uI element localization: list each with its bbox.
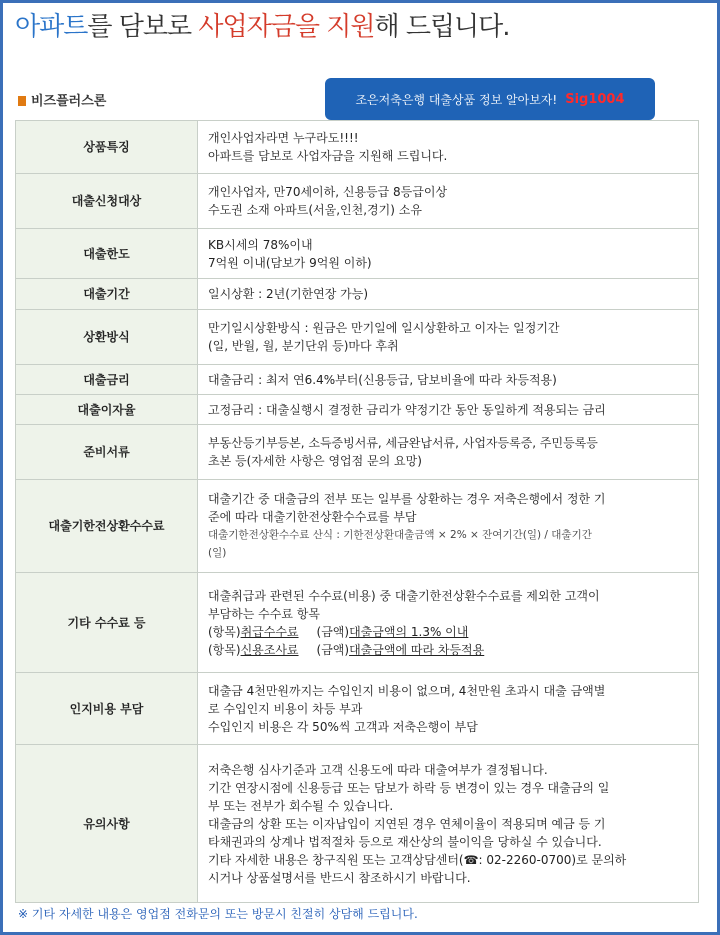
value-line: 7억원 이내(담보가 9억원 이하) bbox=[208, 255, 372, 270]
value-line: (일, 반월, 월, 분기단위 등)마다 후취 bbox=[208, 339, 399, 353]
value-line: 대출금 4천만원까지는 수입인지 비용이 없으며, 4천만원 초과시 대출 금액별 bbox=[208, 683, 606, 698]
headline-part1: 아파트 bbox=[15, 12, 88, 42]
fee-item: 취급수수료 bbox=[240, 624, 299, 639]
bullet-square-icon bbox=[18, 96, 26, 106]
value-line-small: (일) bbox=[208, 547, 227, 559]
row-label: 대출신청대상 bbox=[16, 174, 198, 229]
value-line: 기타 자세한 내용은 창구직원 또는 고객상담센터(☎: 02-2260-0700)로 문의하 bbox=[208, 852, 627, 867]
value-line: 대출금리 : 최저 연6.4%부터(신용등급, 담보비율에 따라 차등적용) bbox=[208, 372, 557, 387]
headline-part3: 사업자금을 지원 bbox=[198, 12, 375, 42]
value-line: 준에 따라 대출기한전상환수수료를 부담 bbox=[208, 510, 417, 524]
row-value bbox=[198, 310, 699, 365]
value-line-small: 대출기한전상환수수료 산식 : 기한전상환대출금액 × 2% × 잔여기간(일) / 대출기간 bbox=[208, 529, 592, 541]
value-line: 초본 등(자세한 사항은 영업점 문의 요망) bbox=[208, 454, 422, 468]
table-row bbox=[16, 395, 699, 425]
value-line: 일시상환 : 2년(기한연장 가능) bbox=[208, 287, 368, 301]
value-line: 개인사업자, 만70세이하, 신용등급 8등급이상 bbox=[208, 185, 448, 199]
value-line: 수입인지 비용은 각 50%씩 고객과 저축은행이 부담 bbox=[208, 719, 478, 734]
table-row bbox=[16, 229, 699, 279]
row-value bbox=[198, 425, 699, 480]
section-label-text: 비즈플러스론 bbox=[31, 94, 107, 109]
value-line: 부 또는 전부가 회수될 수 있습니다. bbox=[208, 798, 394, 813]
blog-banner-nickname: Sig1004 bbox=[565, 91, 625, 107]
fee-line bbox=[208, 641, 688, 659]
fee-amount-prefix: (금액) bbox=[316, 624, 350, 639]
row-label: 대출금리 bbox=[16, 365, 198, 395]
footnote: ※ 기타 자세한 내용은 영업점 전화문의 또는 방문시 친절히 상담해 드립니다. bbox=[18, 907, 418, 921]
row-label: 대출기한전상환수수료 bbox=[16, 480, 198, 573]
row-value bbox=[198, 365, 699, 395]
table-row bbox=[16, 673, 699, 745]
table-row bbox=[16, 279, 699, 310]
value-line: 시거나 상품설명서를 반드시 참조하시기 바랍니다. bbox=[208, 870, 471, 885]
value-line: 타채권과의 상계나 법적절차 등으로 재산상의 불이익을 당하실 수 있습니다. bbox=[208, 834, 602, 849]
value-line: KB시세의 78%이내 bbox=[208, 237, 313, 252]
table-row bbox=[16, 121, 699, 174]
fee-item: 신용조사료 bbox=[240, 642, 299, 657]
table-row bbox=[16, 310, 699, 365]
row-value bbox=[198, 121, 699, 174]
row-value bbox=[198, 174, 699, 229]
blog-banner-text: 조은저축은행 대출상품 정보 알아보자! bbox=[355, 92, 558, 107]
value-line: 아파트를 담보로 사업자금을 지원해 드립니다. bbox=[208, 149, 448, 163]
fee-amount: 대출금액에 따라 차등적용 bbox=[349, 642, 485, 657]
row-value bbox=[198, 229, 699, 279]
value-line: 대출금의 상환 또는 이자납입이 지연된 경우 연체이율이 적용되며 예금 등 기 bbox=[208, 816, 606, 831]
section-label bbox=[18, 90, 106, 109]
row-value bbox=[198, 745, 699, 903]
headline-part2: 를 담보로 bbox=[87, 12, 199, 42]
table-row bbox=[16, 745, 699, 903]
row-label: 대출이자율 bbox=[16, 395, 198, 425]
row-value bbox=[198, 395, 699, 425]
row-label: 대출기간 bbox=[16, 279, 198, 310]
value-line: 부동산등기부등본, 소득증빙서류, 세금완납서류, 사업자등록증, 주민등록등 bbox=[208, 436, 598, 450]
value-line: 개인사업자라면 누구라도!!!! bbox=[208, 131, 359, 145]
table-row bbox=[16, 425, 699, 480]
fee-item-prefix: (항목) bbox=[208, 624, 241, 639]
value-line: 로 수입인지 비용이 차등 부과 bbox=[208, 701, 363, 716]
fee-amount: 대출금액의 1.3% 이내 bbox=[349, 624, 469, 639]
row-label: 기타 수수료 등 bbox=[16, 573, 198, 673]
value-line: 고정금리 : 대출실행시 결정한 금리가 약정기간 동안 동일하게 적용되는 금리 bbox=[208, 402, 606, 417]
value-line: 수도권 소재 아파트(서울,인천,경기) 소유 bbox=[208, 203, 422, 217]
value-line: 만기일시상환방식 : 원금은 만기일에 일시상환하고 이자는 일정기간 bbox=[208, 321, 560, 335]
row-value bbox=[198, 573, 699, 673]
row-label: 상품특징 bbox=[16, 121, 198, 174]
loan-info-table bbox=[15, 120, 699, 903]
value-line: 기간 연장시점에 신용등급 또는 담보가 하락 등 변경이 있는 경우 대출금의 일 bbox=[208, 780, 610, 795]
headline bbox=[15, 6, 510, 52]
fee-amount-prefix: (금액) bbox=[316, 642, 350, 657]
fee-item-prefix: (항목) bbox=[208, 642, 241, 657]
row-value bbox=[198, 673, 699, 745]
table-row bbox=[16, 573, 699, 673]
fee-line bbox=[208, 623, 688, 641]
row-value bbox=[198, 480, 699, 573]
table-row bbox=[16, 365, 699, 395]
value-line: 대출기간 중 대출금의 전부 또는 일부를 상환하는 경우 저축은행에서 정한 기 bbox=[208, 492, 606, 506]
row-label: 유의사항 bbox=[16, 745, 198, 903]
table-row bbox=[16, 480, 699, 573]
row-label: 준비서류 bbox=[16, 425, 198, 480]
row-label: 대출한도 bbox=[16, 229, 198, 279]
headline-part4: 해 드립니다. bbox=[374, 12, 510, 42]
blog-banner bbox=[325, 78, 655, 120]
row-label: 인지비용 부담 bbox=[16, 673, 198, 745]
value-line: 저축은행 심사기준과 고객 신용도에 따라 대출여부가 결정됩니다. bbox=[208, 762, 548, 777]
row-value bbox=[198, 279, 699, 310]
value-line: 대출취급과 관련된 수수료(비용) 중 대출기한전상환수수료를 제외한 고객이 bbox=[208, 588, 600, 603]
value-line: 부담하는 수수료 항목 bbox=[208, 606, 320, 621]
table-row bbox=[16, 174, 699, 229]
row-label: 상환방식 bbox=[16, 310, 198, 365]
